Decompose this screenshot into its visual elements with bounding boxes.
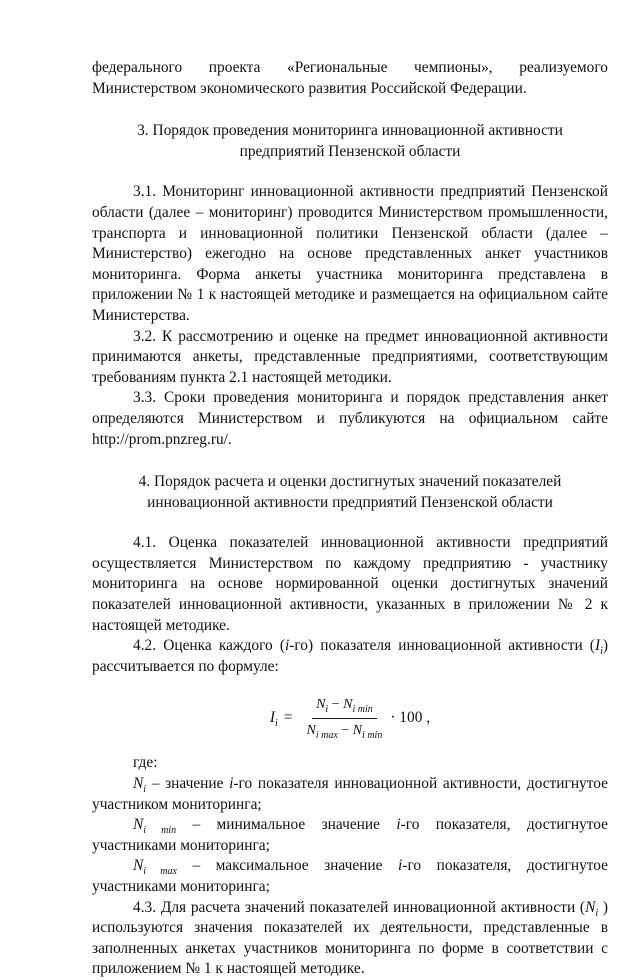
paragraph-4-1: 4.1. Оценка показателей инновационной активности предприятий осуществляется Министерством по каждому предприятию - участнику мониторинга на основе нормированной оценки достигнутых значений показателей инновационной активности, указанных в приложении № 2 к настоящей методике. xyxy=(92,534,608,634)
p43-symbol: N xyxy=(585,898,596,916)
p42-text-mid: -го) показателя инновационной активности ( xyxy=(289,637,595,655)
p42-symbol-I-sub: i xyxy=(600,646,603,658)
paragraph-3-3: 3.3. Сроки проведения мониторинга и порядок представления анкет определяются Министерством и публикуются на официальном сайте http://prom.pnzreg.ru/. xyxy=(92,389,608,448)
formula-equals: = xyxy=(283,709,293,727)
formula-denominator: $N_{i max} - N_{i min}$ xyxy=(306,722,383,741)
definition-ni-min: $N_{i min}$ – минимальное значение i-го показателя, достигнутое участниками мониторинга; xyxy=(92,816,608,854)
intro-word: проекта xyxy=(208,59,261,76)
def1-symbol: N xyxy=(133,775,144,793)
paragraph-3-2: 3.2. К рассмотрению и оценке на предмет инновационной активности принимаются анкеты, представленные предприятиями, соответствующим требованиям пункта 2.1 настоящей методики. xyxy=(92,327,608,386)
section3-heading-line2: предприятий Пензенской области xyxy=(239,142,461,160)
def3-symbol: N xyxy=(133,857,144,875)
intro-word: реализуемого xyxy=(519,59,608,76)
section3-heading-line1: 3. Порядок проведения мониторинга инновационной активности xyxy=(137,122,563,140)
paragraph-4-3: 4.3. Для расчета значений показателей инновационной активности ($N_i$ ) используются значения показателей их деятельности, представленные в заполненных анкетах участников мониторинга по форме в соответствии с приложением № 1 к настоящей методике. xyxy=(92,898,608,978)
section4-heading-line2: инновационной активности предприятий Пензенской области xyxy=(147,493,553,511)
intro-word: федерального xyxy=(92,59,183,76)
intro-word: «Региональные xyxy=(287,59,388,76)
formula-fraction xyxy=(303,695,387,741)
intro-line-1 xyxy=(92,58,608,79)
formula-numerator: $N_i - N_{i min}$ xyxy=(312,695,377,719)
section4-heading-line1: 4. Порядок расчета и оценки достигнутых значений показателей xyxy=(138,473,562,491)
where-label: где: xyxy=(133,754,158,772)
p42-text-pre: 4.2. Оценка каждого ( xyxy=(133,637,285,655)
formula-multiplier: · 100 , xyxy=(390,709,431,727)
paragraph-3-1: 3.1. Мониторинг инновационной активности предприятий Пензенской области (далее – мониторинг) проводится Министерством промышленности, транспорта и инновационной политики Пензенской области (далее – Министерство) ежегодно на основе представленных анкет участников мониторинга. Форма анкеты участника мониторинга представлена в приложении № 1 к настоящей методике и размещается на официальном сайте Министерства. xyxy=(92,183,608,324)
definition-ni: $N_i$ – значение i-го показателя инновационной активности, достигнутое участником мониторинга; xyxy=(92,775,608,813)
formula-lhs: $I_i$ xyxy=(269,709,278,730)
p42-symbol-I: I xyxy=(594,637,601,655)
paragraph-4-2 xyxy=(92,636,608,677)
formula xyxy=(92,689,608,747)
intro-word: чемпионы», xyxy=(414,59,493,76)
p42-text-post: ) рассчитывается по формуле: xyxy=(92,637,608,675)
intro-line-2: Министерством экономического развития Российской Федерации. xyxy=(92,79,527,97)
def2-symbol: N xyxy=(133,816,144,834)
p42-index-i: i xyxy=(284,637,290,655)
definition-ni-max: $N_{i max}$ – максимальное значение i-го показателя, достигнутое участниками мониторинга; xyxy=(92,857,608,895)
